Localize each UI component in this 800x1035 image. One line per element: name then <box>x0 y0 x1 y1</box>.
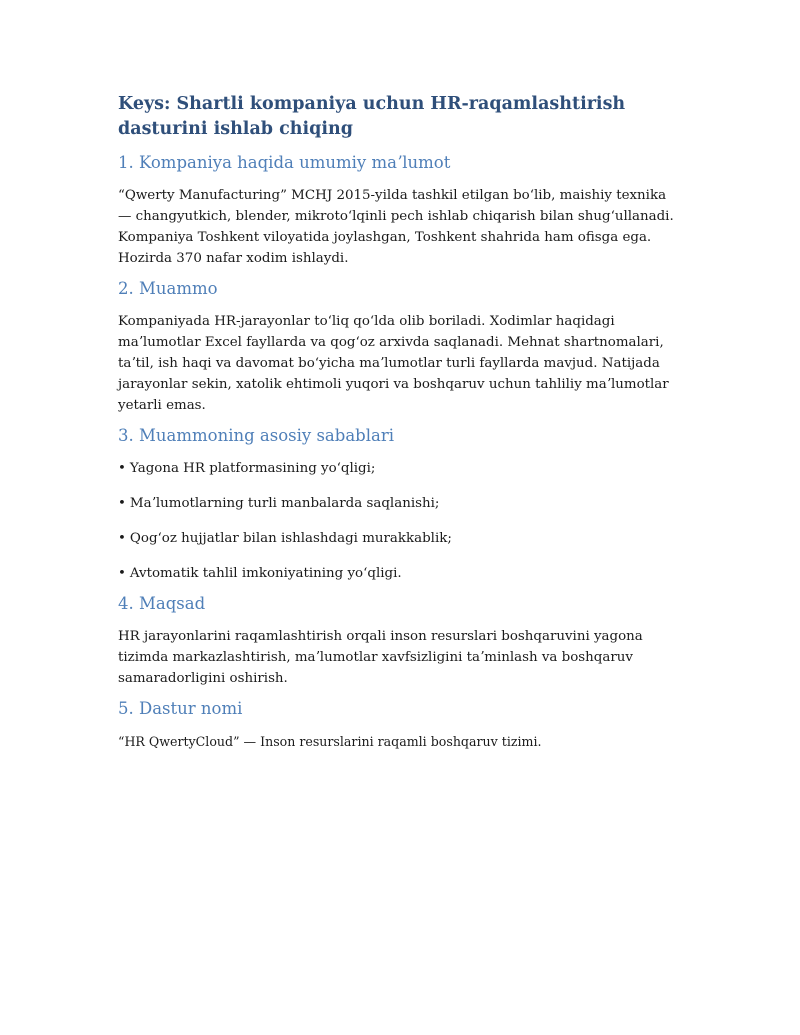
section-heading-problem: 2. Muammo <box>118 279 218 298</box>
bullet-symbol: • <box>118 496 126 511</box>
bullet-item <box>118 493 678 514</box>
bullet-item <box>118 458 678 479</box>
bullet-text: Qogʻoz hujjatlar bilan ishlashdagi murakkablik; <box>129 531 452 546</box>
section-heading-company-info: 1. Kompaniya haqida umumiy maʼlumot <box>118 153 451 172</box>
section-heading-goal: 4. Maqsad <box>118 594 206 613</box>
section-text-company-info: “Qwerty Manufacturing” MCHJ 2015-yilda tashkil etilgan boʻlib, maishiy texnika — changyutkich, blender, mikrotoʻlqinli pech ishlab chiqarish bilan shugʻullanadi. Kompaniya Toshkent viloyatida joylashgan, Toshkent shahrida ham ofisga ega. Hozirda 370 nafar xodim ishlaydi. <box>118 188 674 266</box>
bullet-item <box>118 563 678 584</box>
bullet-symbol: • <box>118 461 126 476</box>
section-text-goal: HR jarayonlarini raqamlashtirish orqali inson resurslari boshqaruvini yagona tizimda markazlashtirish, maʼlumotlar xavfsizligini taʼminlash va boshqaruv samaradorligini oshirish. <box>118 629 643 686</box>
bullet-symbol: • <box>118 566 126 581</box>
bullet-item <box>118 528 678 549</box>
document-title: Keys: Shartli kompaniya uchun HR-raqamlashtirish dasturini ishlab chiqing <box>118 94 626 139</box>
section-heading-root-causes: 3. Muammoning asosiy sabablari <box>118 426 395 445</box>
document-content <box>118 92 678 761</box>
section-text-problem: Kompaniyada HR-jarayonlar toʻliq qoʻlda olib boriladi. Xodimlar haqidagi maʼlumotlar Excel fayllarda va qogʻoz arxivda saqlanadi. Mehnat shartnomalari, taʼtil, ish haqi va davomat boʻyicha maʼlumotlar turli fayllarda mavjud. Natijada jarayonlar sekin, xatolik ehtimoli yuqori va boshqaruv uchun tahliliy maʼlumotlar yetarli emas. <box>118 314 669 413</box>
section-text-program-name: “HR QwertyCloud” — Inson resurslarini raqamli boshqaruv tizimi. <box>118 734 542 749</box>
bullet-symbol: • <box>118 531 126 546</box>
section-heading-program-name: 5. Dastur nomi <box>118 699 243 718</box>
bullet-text: Yagona HR platformasining yoʻqligi; <box>129 461 376 476</box>
bullet-text: Maʼlumotlarning turli manbalarda saqlanishi; <box>129 496 440 511</box>
bullet-text: Avtomatik tahlil imkoniyatining yoʻqligi. <box>129 566 402 581</box>
